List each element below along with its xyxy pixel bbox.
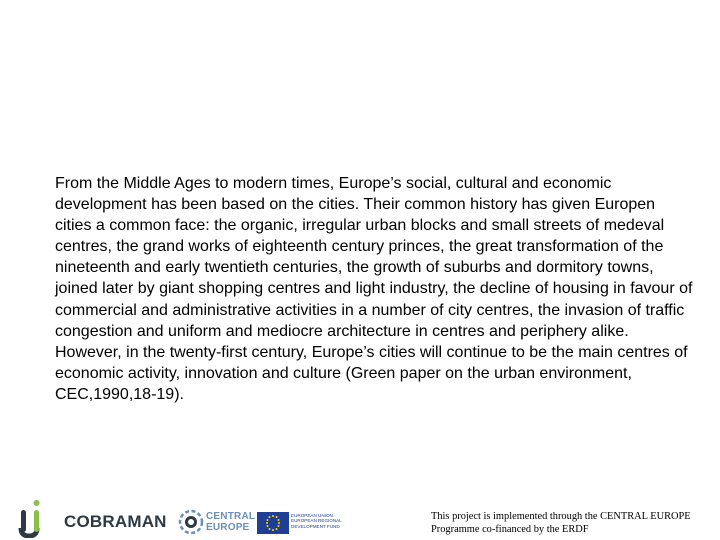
cobraman-logo-text: COBRAMAN	[64, 512, 167, 531]
cobraman-logo	[64, 503, 170, 540]
footer-funding-note	[431, 510, 716, 536]
cobraman-color-squares	[94, 535, 154, 540]
slide-body-text	[55, 173, 695, 405]
central-europe-line1: CENTRAL	[206, 511, 256, 522]
paragraph-history: From the Middle Ages to modern times, Europe’s social, cultural and economic development has been based on the cities. Their common history has given Europen cities a common face: the organic, irregular urban blocks and small streets of medeval centres, the grand works of eighteenth century princes, the great transformation of the nineteenth and early twentieth centuries, the growth of suburbs and dormitory towns, joined later by giant shopping centres and light industry, the decline of housing in favour of commercial and administrative activities in a number of city centres, the invasion of traffic congestion and uniform and mediocre architecture in centres and periphery alike.	[55, 175, 693, 340]
eu-line1: EUROPEAN UNION	[291, 513, 333, 518]
central-europe-text	[206, 511, 255, 533]
eu-line3: DEVELOPMENT FUND	[291, 523, 340, 529]
eu-line2: EUROPEAN REGIONAL	[291, 518, 342, 524]
eu-logo	[257, 511, 341, 537]
footer-note-line2: Programme co-financed by the ERDF	[431, 524, 589, 536]
footer-note-line1: This project is implemented through the CENTRAL EUROPE	[431, 511, 691, 522]
central-europe-logo	[178, 507, 256, 537]
eu-logo-text	[291, 513, 342, 529]
paragraph-future: However, in the twenty-first century, Europe’s cities will continue to be the main centres of economic activity, innovation and culture (Green paper on the urban environment, CEC,1990,18-19).	[55, 343, 688, 403]
eu-flag-icon	[257, 512, 289, 534]
central-europe-line2: EUROPE	[206, 522, 250, 533]
ui-logo-icon	[18, 498, 44, 538]
central-europe-star-icon	[178, 509, 204, 535]
